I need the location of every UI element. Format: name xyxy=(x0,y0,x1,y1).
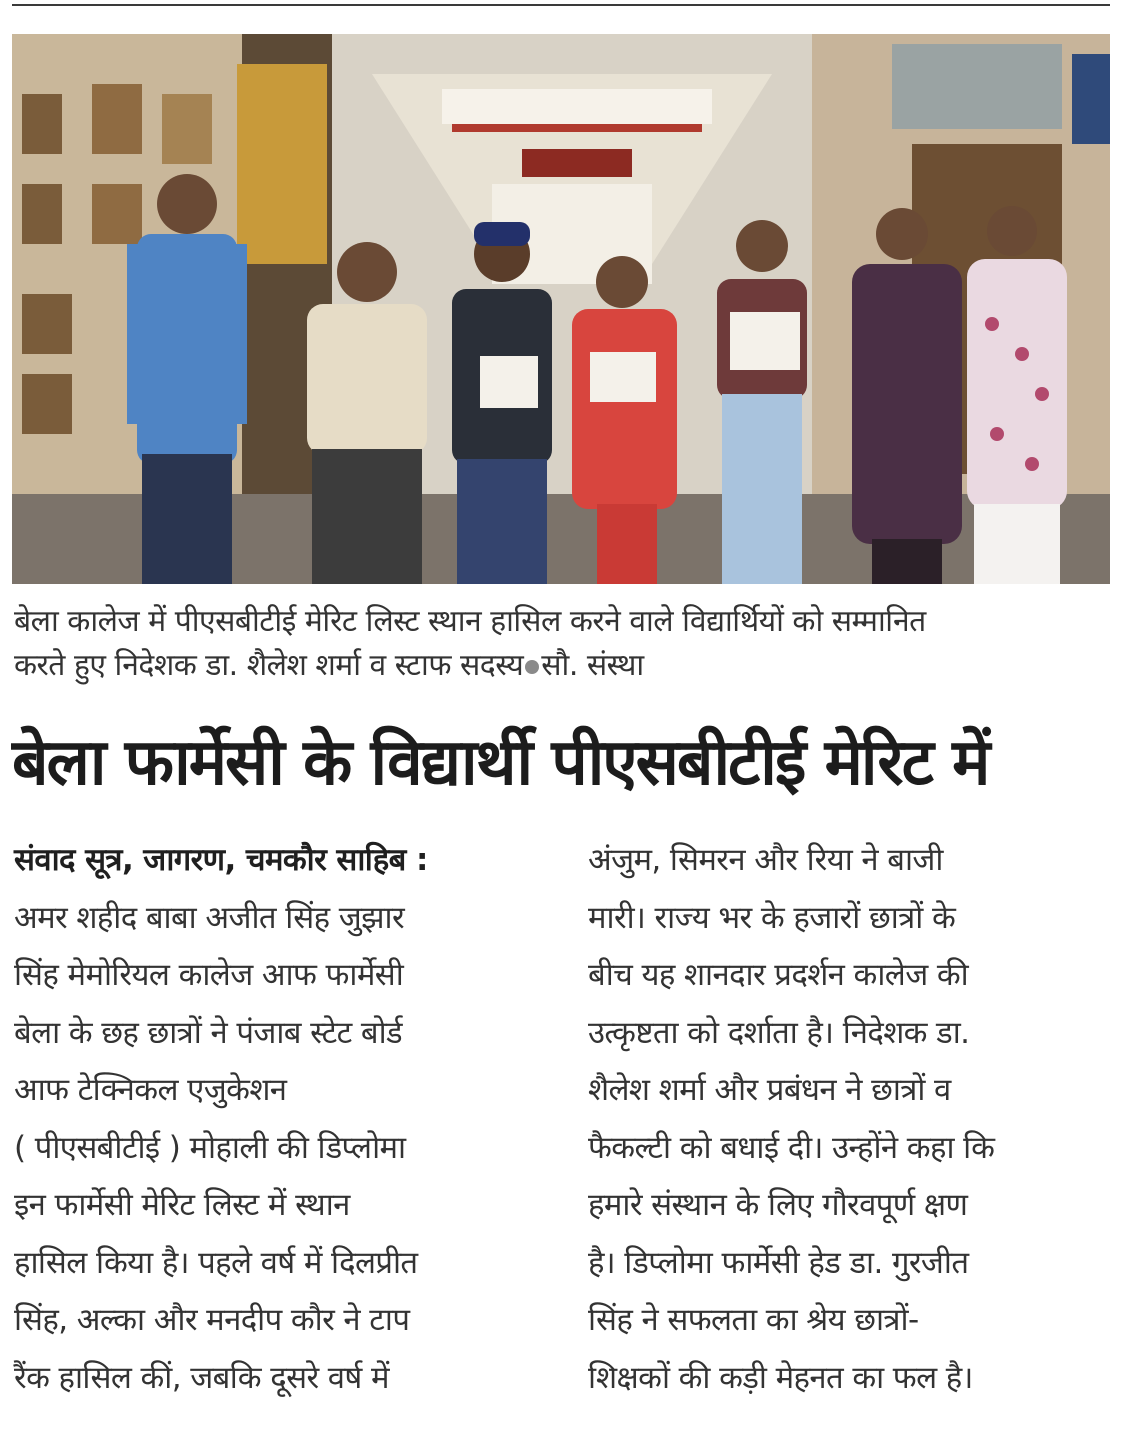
article-line: मारी। राज्य भर के हजारों छात्रों के xyxy=(588,899,956,936)
article-line: इन फार्मेसी मेरिट लिस्ट में स्थान xyxy=(14,1187,350,1223)
photo-caption xyxy=(14,600,1110,688)
article-line: रैंक हासिल कीं, जबकि दूसरे वर्ष में xyxy=(14,1359,389,1396)
article-line: आफ टेक्निकल एजुकेशन xyxy=(14,1072,287,1108)
headline: बेला फार्मेसी के विद्यार्थी पीएसबीटीई मेरिट में xyxy=(12,726,989,800)
dateline: संवाद सूत्र, जागरण, चमकौर साहिब : xyxy=(14,842,428,878)
group-photo-image xyxy=(12,34,1110,584)
article-column-left xyxy=(14,832,544,1407)
group-photo xyxy=(12,34,1110,584)
caption-line-1: बेला कालेज में पीएसबीटीई मेरिट लिस्ट स्थान हासिल करने वाले विद्यार्थियों को सम्मानित xyxy=(14,604,926,639)
article-line: अंजुम, सिमरन और रिया ने बाजी xyxy=(588,842,943,878)
article-line: सिंह, अल्का और मनदीप कौर ने टाप xyxy=(14,1302,410,1338)
article-line: बेला के छह छात्रों ने पंजाब स्टेट बोर्ड xyxy=(14,1014,402,1051)
article-line: हमारे संस्थान के लिए गौरवपूर्ण क्षण xyxy=(588,1187,968,1223)
bullet-dot-icon xyxy=(525,660,539,674)
photo-credit: सौ. संस्था xyxy=(541,648,644,683)
article-line: सिंह ने सफलता का श्रेय छात्रों- xyxy=(588,1302,919,1338)
top-rule xyxy=(12,4,1110,6)
article-line: बीच यह शानदार प्रदर्शन कालेज की xyxy=(588,957,969,993)
article-line: ( पीएसबीटीई ) मोहाली की डिप्लोमा xyxy=(14,1129,406,1166)
caption-line-2 xyxy=(14,644,1110,688)
article-line: अमर शहीद बाबा अजीत सिंह जुझार xyxy=(14,899,405,936)
article-line: शिक्षकों की कड़ी मेहनत का फल है। xyxy=(588,1359,973,1396)
article-line: सिंह मेमोरियल कालेज आफ फार्मेसी xyxy=(14,957,404,993)
article-column-right xyxy=(588,832,1113,1407)
article-line: शैलेश शर्मा और प्रबंधन ने छात्रों व xyxy=(588,1072,951,1108)
article-line: उत्कृष्टता को दर्शाता है। निदेशक डा. xyxy=(588,1014,970,1051)
article-line: फैकल्टी को बधाई दी। उन्होंने कहा कि xyxy=(588,1129,995,1166)
caption-line-2-text: करते हुए निदेशक डा. शैलेश शर्मा व स्टाफ सदस्य xyxy=(14,648,524,683)
article-line: है। डिप्लोमा फार्मेसी हेड डा. गुरजीत xyxy=(588,1244,969,1281)
article-line: हासिल किया है। पहले वर्ष में दिलप्रीत xyxy=(14,1244,418,1281)
